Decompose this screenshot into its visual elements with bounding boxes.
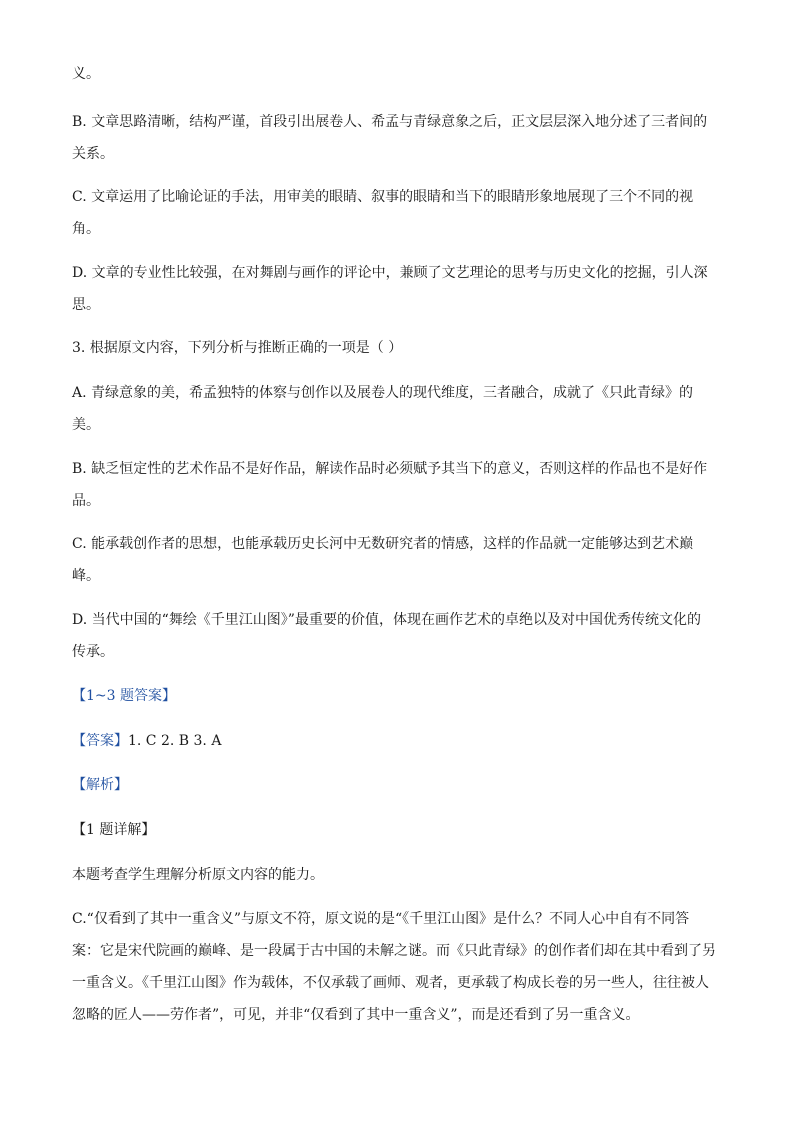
option-c-line-2: 角。 (72, 221, 100, 237)
text-line: 义。 (72, 66, 100, 82)
q3-option-c-line-2: 峰。 (72, 568, 100, 584)
q1-detail-heading: 【1 题详解】 (72, 822, 156, 838)
option-d-line-2: 思。 (72, 297, 100, 313)
question-3: 3. 根据原文内容，下列分析与推断正确的一项是（ ） (72, 340, 403, 356)
analysis-line-4: 忽略的匠人——劳作者”，可见，并非“仅看到了其中一重含义”，而是还看到了另一重含义。 (72, 1007, 640, 1023)
q3-option-a-line-1: A. 青绿意象的美，希孟独特的体察与创作以及展卷人的现代维度，三者融合，成就了《只此青绿》的 (72, 385, 694, 401)
analysis-heading: 【解析】 (72, 777, 128, 793)
q3-option-b-line-2: 品。 (72, 493, 100, 509)
analysis-line-3: 一重含义。《千里江山图》作为载体，不仅承载了画师、观者，更承载了构成长卷的另一些人，往往被人 (72, 975, 709, 991)
answer-line (72, 731, 732, 751)
q3-option-b-line-1: B. 缺乏恒定性的艺术作品不是好作品，解读作品时必须赋予其当下的意义，否则这样的作品也不是好作 (72, 461, 708, 477)
q3-option-a-line-2: 美。 (72, 417, 100, 433)
q3-option-d-line-2: 传承。 (72, 644, 114, 660)
option-c-line-1: C. 文章运用了比喻论证的手法，用审美的眼睛、叙事的眼睛和当下的眼睛形象地展现了三个不同的视 (72, 189, 694, 205)
option-d-line-1: D. 文章的专业性比较强，在对舞剧与画作的评论中，兼顾了文艺理论的思考与历史文化的挖掘，引人深 (72, 265, 708, 281)
option-b-line-2: 关系。 (72, 146, 114, 162)
q3-option-d-line-1: D. 当代中国的“舞绘《千里江山图》”最重要的价值，体现在画作艺术的卓绝以及对中国优秀传统文化的 (72, 612, 701, 628)
option-b-line-1: B. 文章思路清晰，结构严谨，首段引出展卷人、希孟与青绿意象之后，正文层层深入地分述了三者间的 (72, 114, 708, 130)
q3-option-c-line-1: C. 能承载创作者的思想，也能承载历史长河中无数研究者的情感，这样的作品就一定能够达到艺术巅 (72, 536, 694, 552)
answer-section-heading: 【1~3 题答案】 (72, 688, 176, 704)
answer-label: 【答案】 (72, 733, 128, 749)
analysis-intro: 本题考查学生理解分析原文内容的能力。 (72, 867, 324, 883)
analysis-line-2: 案：它是宋代院画的巅峰、是一段属于古中国的未解之谜。而《只此青绿》的创作者们却在其中看到了另 (72, 943, 716, 959)
analysis-line-1: C.“仅看到了其中一重含义”与原文不符，原文说的是“《千里江山图》是什么？不同人心中自有不同答 (72, 911, 690, 927)
answer-values: 1. C 2. B 3. A (128, 733, 222, 749)
